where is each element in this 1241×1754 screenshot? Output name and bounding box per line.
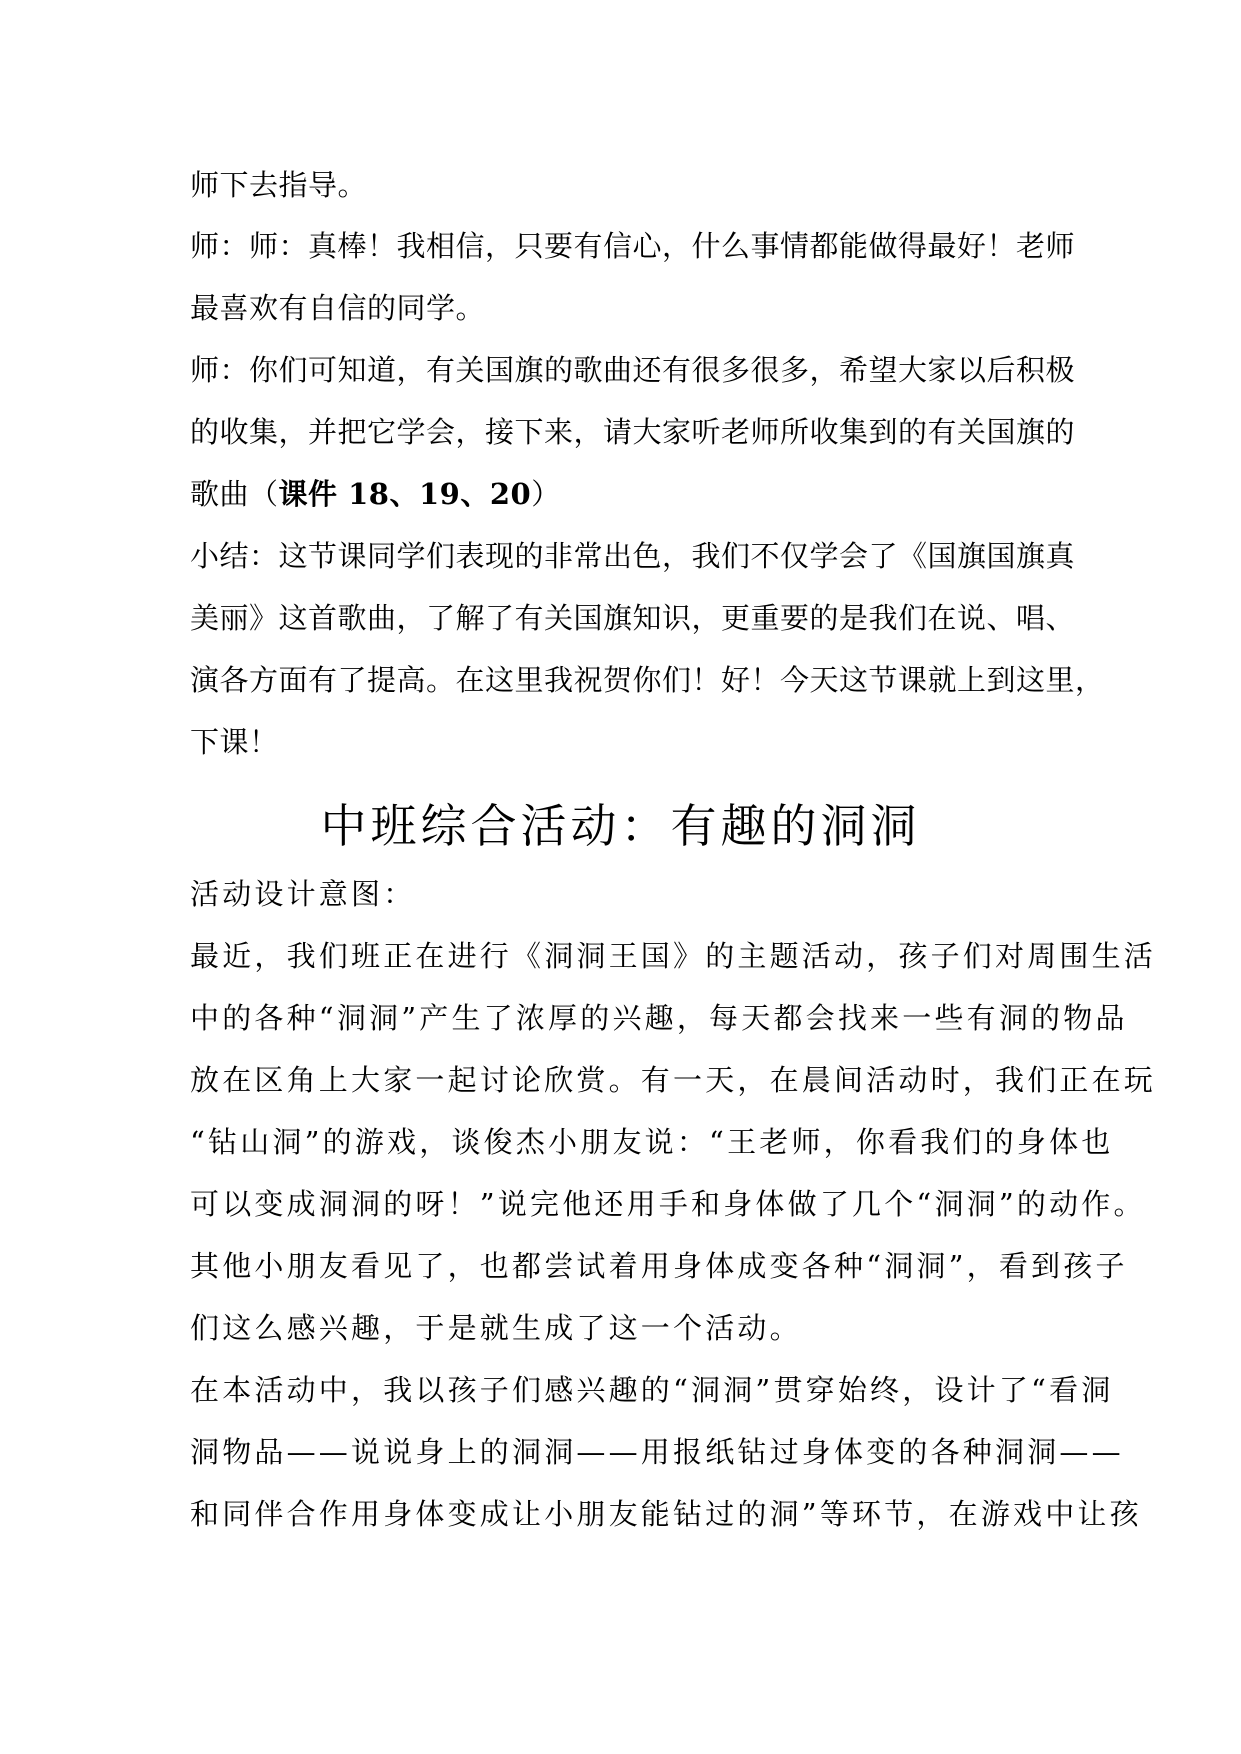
paragraph-line: 放在区角上大家一起讨论欣赏。有一天，在晨间活动时，我们正在玩 <box>190 1063 1157 1097</box>
text-line: 师：师：真棒！我相信，只要有信心，什么事情都能做得最好！老师 <box>190 229 1076 263</box>
summary-line: 小结：这节课同学们表现的非常出色，我们不仅学会了《国旗国旗真 <box>190 539 1076 573</box>
paragraph-line: 在本活动中，我以孩子们感兴趣的“洞洞”贯穿始终，设计了“看洞 <box>190 1373 1114 1407</box>
paragraph-line: 中的各种“洞洞”产生了浓厚的兴趣，每天都会找来一些有洞的物品 <box>190 1001 1128 1035</box>
paragraph-line: 最近，我们班正在进行《洞洞王国》的主题活动，孩子们对周围生活 <box>190 939 1157 973</box>
paragraph-line: “钻山洞”的游戏，谈俊杰小朋友说：“王老师，你看我们的身体也 <box>190 1125 1114 1159</box>
subheading: 活动设计意图： <box>190 877 416 911</box>
text-line: 的收集，并把它学会，接下来，请大家听老师所收集到的有关国旗的 <box>190 415 1076 449</box>
song-line-suffix: ） <box>531 477 561 511</box>
paragraph-line: 其他小朋友看见了，也都尝试着用身体成变各种“洞洞”，看到孩子 <box>190 1249 1128 1283</box>
section-title: 中班综合活动：有趣的洞洞 <box>320 799 921 853</box>
courseware-reference: 课件 18、19、20 <box>278 477 532 511</box>
text-line: 师：你们可知道，有关国旗的歌曲还有很多很多，希望大家以后积极 <box>190 353 1076 387</box>
summary-line: 美丽》这首歌曲，了解了有关国旗知识，更重要的是我们在说、唱、 <box>190 601 1076 635</box>
paragraph-line: 和同伴合作用身体变成让小朋友能钻过的洞”等环节，在游戏中让孩 <box>190 1497 1142 1531</box>
paragraph-line: 洞物品——说说身上的洞洞——用报纸钻过身体变的各种洞洞—— <box>190 1435 1124 1469</box>
song-line-prefix: 歌曲（ <box>190 477 279 511</box>
summary-line: 下课！ <box>190 725 279 759</box>
paragraph-line: 们这么感兴趣，于是就生成了这一个活动。 <box>190 1311 802 1345</box>
song-line <box>190 476 1070 512</box>
paragraph-line: 可以变成洞洞的呀！”说完他还用手和身体做了几个“洞洞”的动作。 <box>190 1187 1146 1221</box>
summary-line: 演各方面有了提高。在这里我祝贺你们！好！今天这节课就上到这里， <box>190 663 1105 697</box>
text-line: 师下去指导。 <box>190 168 368 202</box>
text-line: 最喜欢有自信的同学。 <box>190 291 486 325</box>
